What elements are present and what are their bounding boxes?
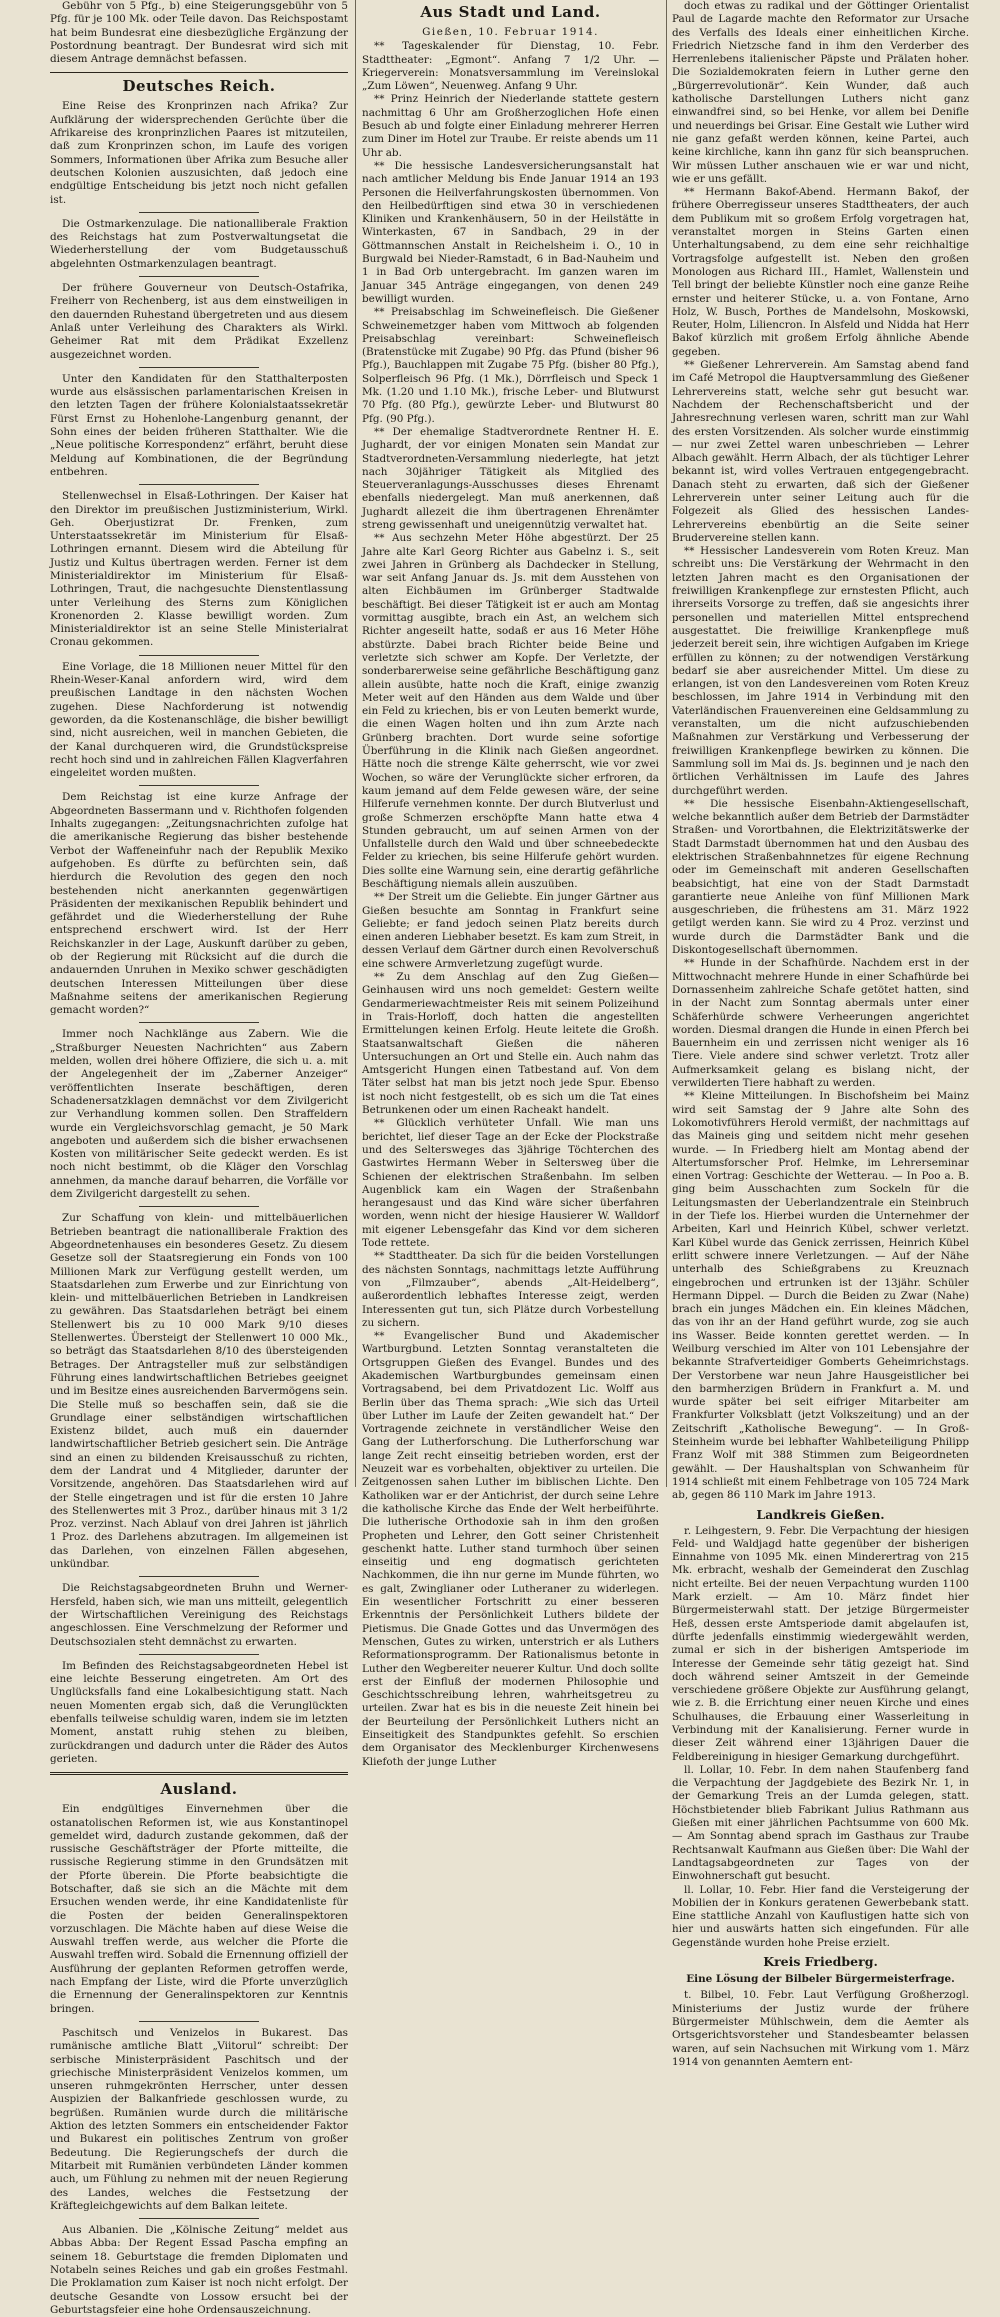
article-paragraph: Eine Reise des Kronprinzen nach Afrika? Zur Aufklärung der widersprechenden Gerüchte über die Afrikareise des kronprinzlichen Paares ist mitzuteilen, daß zum Kronprinzen schon, im Laufe des vorigen Sommers, Informationen über Afrika zum Besuche aller deutschen Kolonien auszusichten, daß jedoch eine endgültige Entscheidung bis jetzt noch nicht gefallen ist. [50, 100, 348, 206]
article-paragraph: ** Kleine Mitteilungen. In Bischofsheim bei Mainz wird seit Samstag der 9 Jahre alte Sohn des Lokomotivführers Herold vermißt, der nachmittags auf das Maineis ging und seitdem nicht mehr gesehen wurde. — In Friedberg hielt am Montag abend der Altertumsforscher Prof. Helmke, im Lehrerseminar einen Vortrag: Geschichte der Wetterau. — In Poo a. B. ging beim Ausschachten zum Sockeln für die Leitungsmasten der Ueberlandzentrale ein Steinbruch in der Tiefe los. Hierbei wurden die Unternehmer der Arbeiten, Karl und Heinrich Kübel, schwer verletzt. Karl Kübel wurde das Genick zerrissen, Heinrich Kübel erlitt schwere innere Verletzungen. — Auf der Nähe unterhalb des Schießgrabens zu Kreuznach eingebrochen und ertrunken ist der 13jähr. Schüler Hermann Dippel. — Durch die Beiden zu Zwar (Nahe) brach ein junges Mädchen ein. Ein kleines Mädchen, das von ihr an der Hand geführt wurde, zog sie auch ins Wasser. Beide konnten gerettet werden. — In Weilburg verschied im Alter von 101 Lebensjahre der bekannte Strafverteidiger Gomberts Geheimrichstags. Der Verstorbene war neun Jahre Hausgeistlicher bei den barmherzigen Brüdern in Frankfurt a. M. und wurde später bei seit eifriger Mitarbeiter am Frankfurter Volksblatt (jetzt Volkszeitung) und an der Zeitschrift „Katholische Bewegung“. — In Groß-Steinheim wurde bei lebhafter Wahlbeteiligung Philipp Franz Wolf mit 388 Stimmen zum Beigeordneten gewählt. — Der Haushaltsplan von Schwanheim für 1914 schließt mit einem Fehlbetrage von 105 724 Mark ab, gegen 86 110 Mark im Jahre 1913. [672, 1090, 969, 1502]
section-rule [50, 1772, 348, 1775]
article-paragraph: Dem Reichstag ist eine kurze Anfrage der Abgeordneten Bassermann und v. Richthofen folgenden Inhalts zugegangen: „Zeitungsnachrichten zufolge hat die amerikanische Regierung das bisher bestehende Verbot der Waffeneinfuhr nach der Republik Mexiko aufgehoben. Es dürfte zu befürchten sein, daß hierdurch die Revolution des gegen den noch bestehenden nicht anerkannten gegenwärtigen Präsidenten der mexikanischen Republik behindert und gefährdet und die Wiederherstellung der Ruhe entsprechend erschwert wird. Ist der Herr Reichskanzler in der Lage, Auskunft darüber zu geben, ob der Regierung mit Rücksicht auf die durch die andauernden Unruhen in Mexiko schwer geschädigten deutschen Interessen Mitteilungen über diese Maßnahme seitens der amerikanischen Regierung gemacht worden?“ [50, 791, 348, 1017]
article-paragraph: Der frühere Gouverneur von Deutsch-Ostafrika, Freiherr von Rechenberg, ist aus dem einstweiligen in den dauernden Ruhestand übergetreten und aus diesem Anlaß unter Verleihung des Charakters als Wirkl. Geheimer Rat mit dem Prädikat Exzellenz ausgezeichnet worden. [50, 282, 348, 361]
article-separator [139, 1654, 258, 1655]
article-separator [139, 2218, 258, 2219]
column-left [50, 0, 348, 2316]
article-paragraph: ** Der Streit um die Geliebte. Ein junger Gärtner aus Gießen besuchte am Sonntag in Frankfurt seine Geliebte; er fand jedoch seinen Platz bereits durch einen anderen Liebhaber besetzt. Es kam zum Streit, in dessen Verlauf dem Gärtner durch einen Revolverschuß eine schwere Armverletzung zugefügt wurde. [362, 891, 659, 970]
article-paragraph: ** Evangelischer Bund und Akademischer Wartburgbund. Letzten Sonntag veranstalteten die Ortsgruppen Gießen des Evangel. Bundes und des Akademischen Wartburgbundes gemeinsam einen Vortragsabend, bei dem Privatdozent Lic. Wolff aus Berlin über das Thema sprach: „Wie sich das Urteil über Luther im Laufe der Zeiten gewandelt hat.“ Der Vortragende zeichnete in verständlicher Weise den Gang der Lutherforschung. Die Lutherforschung war lange Zeit recht einseitig betrieben worden, erst der Neuzeit war es vorbehalten, objektiver zu urteilen. Die Zeitgenossen sahen Luther im biblischen Lichte. Den Katholiken war er der Antichrist, der durch seine Lehre die katholische Kirche das Ende der Welt herbeiführte. Die lutherische Orthodoxie sah in ihm den großen Propheten und Lehrer, den Gott seiner Christenheit geschenkt hatte. Luther stand turmhoch über seinen einseitig und eng dogmatisch gerichteten Nachkommen, die ihn nur gerne im Munde führten, wo es galt, Zwinglianer oder Lutheraner zu widerlegen. Ein wesentlicher Fortschritt zu einer besseren Erkenntnis der Persönlichkeit Luthers bildete der Pietismus. Die Gnade Gottes und das Unvermögen des Menschen, Gutes zu wirken, unterstrich er als Luthers Reformationsprogramm. Der Rationalismus betonte in Luther den Wegbereiter neuerer Kultur. Und doch sollte erst der Einfluß der modernen Philosophie und Geschichtsschreibung lehren, wahrheitsgetreu zu urteilen. Zwar hat es bis in die neueste Zeit hinein bei der Beurteilung der Persönlichkeit Luthers nicht an Einseitigkeit des Standpunktes gefehlt. So erschien dem Organisator des Mecklenburger Kirchenwesens Kliefoth der junge Luther [362, 1330, 659, 1768]
section-title-ausland: Ausland. [160, 1780, 238, 1799]
article-separator [139, 212, 258, 213]
section-title-deutsches-reich: Deutsches Reich. [122, 77, 276, 96]
article-separator [139, 1206, 258, 1207]
article-paragraph: ll. Lollar, 10. Febr. In dem nahen Staufenberg fand die Verpachtung der Jagdgebiete des Bezirk Nr. 1, in der Gemarkung Treis an der Lumda gelegen, statt. Höchstbietender blieb Fabrikant Julius Rathmann aus Gießen mit einer jährlichen Pachtsumme von 600 Mk. — Am Sonntag abend sprach im Gasthaus zur Traube Rechtsanwalt Kaufmann aus Gießen über: Die Wahl der Landtagsabgeordneten zur Tages von der Einwohnerschaft gut besucht. [672, 1763, 969, 1883]
article-paragraph: Zur Schaffung von klein- und mittelbäuerlichen Betrieben beantragt die nationalliberale Fraktion des Abgeordnetenhauses ein besonderes Gesetz. Zu diesem Gesetze soll der Staatsregierung ein Fonds von 100 Millionen Mark zur Verfügung gestellt werden, um Staatsdarlehen zum Erwerbe und zur Einrichtung von klein- und mittelbäuerlichen Betrieben in Landkreisen zu gewähren. Das Staatsdarlehen beträgt bei einem Stellenwert bis zu 10 000 Mark 9/10 dieses Stellenwertes. Übersteigt der Stellenwert 10 000 Mk., so beträgt das Staatsdarlehen 8/10 des übersteigenden Betrages. Der Antragsteller muß zur selbständigen Führung eines landwirtschaftlichen Betriebes geeignet und im Besitze eines ausreichenden Barvermögens sein. Die Stelle muß so beschaffen sein, daß sie die Grundlage einer selbständigen wirtschaftlichen Existenz bildet, auch muß ein dauernder landwirtschaftlicher Betrieb gesichert sein. Die Anträge sind an einen zu bildenden Kreisausschuß zu richten, dem der Landrat und 4 Mitglieder, darunter der Vorsitzende, angehören. Das Staatsdarlehen wird auf der Stelle eingetragen und ist für die ersten 10 Jahre des Stellenwertes mit 3 Proz., darüber hinaus mit 3 1/2 Proz. verzinst. Nach Ablauf von drei Jahren ist jährlich 1 Proz. des Darlehens abzutragen. Im allgemeinen ist das Darlehen, von einzelnen Fällen abgesehen, unkündbar. [50, 1212, 348, 1571]
section-title-stadt-und-land: Aus Stadt und Land. [420, 3, 601, 21]
section-title-kreis-friedberg: Kreis Friedberg. [763, 1954, 878, 1970]
article-paragraph: Immer noch Nachklänge aus Zabern. Wie die „Straßburger Neuesten Nachrichten“ aus Zabern melden, wollen drei höhere Offiziere, die sich u. a. mit der Angelegenheit der im „Zaberner Anzeiger“ veröffentlichten Inserate beschäftigen, deren Schadenersatzklagen demnächst vor dem Zivilgericht zur Verhandlung kommen sollen. Den Straffeldern wurde ein Vergleichsvorschlag gemacht, je 50 Mark angeboten und außerdem sich die bisher erwachsenen Kosten von militärischer Seite gedeckt werden. Es ist noch nicht bestimmt, ob die Kläger den Vorschlag annehmen, da manche darauf beharren, die Vorfälle vor dem Zivilgericht dargestellt zu sehen. [50, 1028, 348, 1201]
article-paragraph: ** Stadttheater. Da sich für die beiden Vorstellungen des nächsten Sonntags, nachmittags letzte Aufführung von „Filmzauber“, abends „Alt-Heidelberg“, außerordentlich lebhaftes Interesse zeigt, werden Interessenten gut tun, sich Plätze durch Vorbestellung zu sichern. [362, 1250, 659, 1329]
article-paragraph: ll. Lollar, 10. Febr. Hier fand die Versteigerung der Mobilien der in Konkurs geratenen Gewerbebank statt. Eine stattliche Anzahl von Kauflustigen hatte sich von hier und auswärts hatten sich eingefunden. Für alle Gegenstände wurden hohe Preise erzielt. [672, 1883, 969, 1949]
article-paragraph: doch etwas zu radikal und der Göttinger Orientalist Paul de Lagarde machte den Reformator zur Ursache des Verfalls des Ideals einer einheitlichen Kirche. Friedrich Nietzsche fand in ihm den Verderber des Herrenlebens italienischer Päpste und Prälaten hoher. Die Sozialdemokraten feiern in Luther gerne den „Bürgerrevolutionär“. Kein Wunder, daß auch katholische Darstellungen Luthers nicht ganz einwandfrei sind, so bei Henke, vor allem bei Denifle und neuerdings bei Grisar. Eine Gestalt wie Luther wird nie ganz gefaßt werden können, keine Partei, auch keine kirchliche, kann ihn ganz für sich beanspruchen. Wir müssen Luther anschauen wie er war und nicht, wie er uns gefällt. [672, 0, 969, 185]
article-paragraph: ** Gießener Lehrerverein. Am Samstag abend fand im Café Metropol die Hauptversammlung des Gießener Lehrervereins statt, welche sehr gut besucht war. Nachdem der Rechenschaftsbericht und der Jahresrechnung verlesen waren, schritt man zur Wahl des ersten Vorsitzenden. Als solcher wurde einstimmig — nur zwei Zettel waren unbeschrieben — Lehrer Albach gewählt. Herrn Albach, der als tüchtiger Lehrer bekannt ist, wird volles Vertrauen entgegengebracht. Danach steht zu erwarten, daß sich der Gießener Lehrerverein unter seiner Leitung auch für die Folgezeit als Glied des hessischen Landes-Lehrervereins ebenbürtig an die Seite seiner Brudervereine stellen kann. [672, 359, 969, 544]
article-paragraph: r. Leihgestern, 9. Febr. Die Verpachtung der hiesigen Feld- und Waldjagd hatte gegenüber der bisherigen Einnahme von 1095 Mk. einen Minderertrag von 215 Mk. erbracht, weshalb der Gemeinderat den Zuschlag nicht erteilte. Bei der neuen Verpachtung wurden 1100 Mark erzielt. — Am 10. März findet hier Bürgermeisterwahl statt. Der jetzige Bürgermeister Heß, dessen erste Amtsperiode damit abgelaufen ist, dürfte jedenfalls einstimmig wiedergewählt werden, zumal er sich in der bisherigen Amtsperiode im Interesse der Gemeinde sehr tätig gezeigt hat. Sind doch während seiner Amtszeit in der Gemeinde verschiedene größere Objekte zur Ausführung gelangt, wie z. B. die Errichtung einer neuen Kirche und eines Schulhauses, die Erbauung einer Wasserleitung in Verbindung mit der Kanalisierung. Ferner wurde in dieser Zeit während einer 13jährigen Dauer die Feldbereinigung in hiesiger Gemarkung durchgeführt. [672, 1524, 969, 1763]
article-list [50, 100, 348, 1766]
article-paragraph: Die Reichstagsabgeordneten Bruhn und Werner-Hersfeld, haben sich, wie man uns mitteilt, gelegentlich der Wirtschaftlichen Vereinigung des Reichstags angeschlossen. Eine Verschmelzung der Reformer und Deutschsozialen steht demnächst zu erwarten. [50, 1582, 348, 1648]
article-paragraph: ** Die hessische Eisenbahn-Aktiengesellschaft, welche bekanntlich außer dem Betrieb der Darmstädter Straßen- und Vorortbahnen, die Elektrizitätswerke der Stadt Darmstadt übernommen hat und den Ausbau des elektrischen Straßenbahnnetzes für eigene Rechnung oder im Gemeinschaft mit anderen Gesellschaften beabsichtigt, hat eine von der Stadt Darmstadt garantierte neue Anleihe von fünf Millionen Mark ausgeschrieben, die frühestens am 31. März 1922 getilgt werden kann. Sie wird zu 4 Proz. verzinst und wurde durch die Darmstädter Bank und die Diskontogesellschaft übernommen. [672, 797, 969, 957]
dateline: Gießen, 10. Februar 1914. [422, 26, 599, 38]
article-paragraph: ** Zu dem Anschlag auf den Zug Gießen—Geinhausen wird uns noch gemeldet: Gestern weilte Gendarmeriewachtmeister Reis mit seinem Polizeihund in Trais-Horloff, doch hatten die angestellten Ermittelungen keinen Erfolg. Heute leitete die Großh. Staatsanwaltschaft Gießen die näheren Untersuchungen an Ort und Stelle ein. Auch nahm das Amtsgericht Hungen einen Tatbestand auf. Von dem Täter selbst hat man bis jetzt noch jede Spur. Ebenso ist noch nicht festgestellt, ob es sich um die Tat eines Betrunkenen oder um einen Racheakt handelt. [362, 971, 659, 1117]
article-separator [139, 785, 258, 786]
article-paragraph: Paschitsch und Venizelos in Bukarest. Das rumänische amtliche Blatt „Viitorul“ schreibt: Der serbische Ministerpräsident Paschitsch und der griechische Ministerpräsident Venizelos kommen, um unseren ruhmgekrönten Herrscher, unter dessen Auspizien der Balkanfriede geschlossen wurde, zu begrüßen. Rumänien wurde durch die militärische Aktion des letzten Sommers ein entscheidender Faktor und Bukarest ein politisches Zentrum von großer Bedeutung. Die Regierungschefs der durch die Mitarbeit mit Rumänien verbündeten Länder kommen auch, um Fühlung zu nehmen mit der neuen Regierung des Landes, welches die Festsetzung der Kräftegleichgewichts auf dem Balkan leitete. [50, 2026, 348, 2212]
article-paragraph: ** Aus sechzehn Meter Höhe abgestürzt. Der 25 Jahre alte Karl Georg Richter aus Gabelnz i. S., seit zwei Jahren in Grünberg als Dachdecker in Stellung, war seit Anfang Januar ds. Js. mit dem Ausstehen von alten Eichbäumen im Grünberger Stadtwalde beschäftigt. Bei dieser Tätigkeit ist er auch am Montag vormittag ausgibte, brach ein Ast, an welchem sich Richter angeseilt hatte, sodaß er aus 16 Meter Höhe abstürzte. Dabei brach Richter beide Beine und verletzte sich schwer am Kopfe. Der Verletzte, der sonderbarerweise seine gefährliche Beschäftigung ganz allein ausübte, hatte noch die Kraft, einige zwanzig Meter weit auf den Händen aus dem Walde und über ein Feld zu kriechen, bis er von Leuten bemerkt wurde, die einen Wagen holten und ihn zum Arzte nach Grünberg brachten. Dort wurde seine sofortige Überführung in die Klinik nach Gießen angeordnet. Hätte noch die strenge Kälte geherrscht, wie vor zwei Wochen, so wäre der Verunglückte sicher erfroren, da kaum jemand auf dem Felde gewesen wäre, der seine Hilferufe vernehmen konnte. Der durch Blutverlust und große Schmerzen erschöpfte Mann hatte etwa 4 Stunden gebraucht, um auf seinen Armen von der Unfallstelle durch den Wald und über schneebedeckte Felder zu kriechen, bis seine Hilferufe gehört wurden. Dies sollte eine Warnung sein, eine derartig gefährliche Beschäftigung niemals allein auszuüben. [362, 532, 659, 890]
article-separator [139, 276, 258, 277]
column-right [672, 0, 970, 2068]
article-list [672, 0, 969, 1503]
article-paragraph: Eine Vorlage, die 18 Millionen neuer Mittel für den Rhein-Weser-Kanal anfordern wird, wird dem preußischen Landtage in den nächsten Wochen zugehen. Diese Nachforderung ist notwendig geworden, da die Kostenanschläge, die bisher bewilligt sind, nicht ausreichen, weil in manchen Gebieten, die der Kanal durchqueren wird, die Grundstückspreise recht hoch sind und in zahlreichen Fällen Klagverfahren eingeleitet worden mußten. [50, 660, 348, 780]
article-separator [139, 1576, 258, 1577]
article-separator [139, 1022, 258, 1023]
article-list [50, 1803, 348, 2317]
article-paragraph: ** Tageskalender für Dienstag, 10. Febr. Stadttheater: „Egmont“. Anfang 7 1/2 Uhr. — Kriegerverein: Monatsversammlung im Vereinslokal „Zum Löwen“, Neuenweg. Anfang 9 Uhr. [362, 40, 659, 93]
article-paragraph: ** Der ehemalige Stadtverordnete Rentner H. E. Jughardt, der vor einigen Monaten sein Mandat zur Stadtverordneten-Versammlung niederlegte, hat jetzt nach 30jähriger Tätigkeit als Mitglied des Steuerveranlagungs-Ausschusses dieses Ehrenamt ebenfalls niedergelegt. Man muß anerkennen, daß Jughardt allezeit die ihm übertragenen Ehrenämter streng gewissenhaft und uneigennützig verwaltet hat. [362, 425, 659, 531]
column-middle [362, 0, 659, 1768]
article-paragraph: Aus Albanien. Die „Kölnische Zeitung“ meldet aus Abbas Abba: Der Regent Essad Pascha empfing an seinem 18. Geburtstage die fremden Diplomaten und Notabeln seines Reiches und gab ein großes Festmahl. Die Proklamation zum Kaiser ist noch nicht erfolgt. Der deutsche Gesandte von Lossow ersucht bei der Geburtstagsfeier eine hohe Ordensauszeichnung. [50, 2224, 348, 2316]
article-paragraph: ** Die hessische Landesversicherungsanstalt hat nach amtlicher Meldung bis Ende Januar 1914 an 193 Personen die Heilverfahrungskosten übernommen. Von den Heilbedürftigen sind etwa 30 in verschiedenen Kliniken und Krankenhäusern, 50 in der Heilstätte in Winterkasten, 67 in Sandbach, 29 in der Göttmannschen Anstalt in Reichelsheim i. O., 10 in Burgwald bei Nieder-Ramstadt, 6 in Bad-Nauheim und 1 in Bad Orb untergebracht. Im ganzen waren im Januar 345 Anträge eingegangen, von denen 249 bewilligt wurden. [362, 159, 659, 305]
article-paragraph: ** Hunde in der Schafhürde. Nachdem erst in der Mittwochnacht mehrere Hunde in einer Schafhürde bei Dornassenheim zahlreiche Schafe getötet hatten, sind in der Nacht zum Sonntag abermals unter einer Schäferhürde schwere Verheerungen angerichtet worden. Diesmal drangen die Hunde in einen Pferch bei Bauernheim ein und zerrissen nicht weniger als 16 Tiere. Viele andere sind schwer verletzt. Trotz aller Aufmerksamkeit gelang es bislang nicht, der verwilderten Tiere habhaft zu werden. [672, 957, 969, 1090]
article-separator [139, 367, 258, 368]
article-paragraph: ** Preisabschlag im Schweinefleisch. Die Gießener Schweinemetzger haben vom Mittwoch ab folgenden Preisabschlag vereinbart: Schweinefleisch (Bratenstücke mit Zugabe) 90 Pfg. das Pfund (bisher 96 Pfg.), Bauchlappen mit Zugabe 75 Pfg. (bisher 80 Pfg.), Solperfleisch 96 Pfg. (1 Mk.), Dörrfleisch und Speck 1 Mk. (1.20 und 1.10 Mk.), frische Leber- und Blutwurst 70 Pfg. (80 Pfg.), gewürzte Leber- und Blutwurst 80 Pfg. (90 Pfg.). [362, 306, 659, 425]
article-paragraph: Unter den Kandidaten für den Statthalterposten wurde aus elsässischen parlamentarischen Kreisen in den letzten Tagen der frühere Kolonialstaatssekretär Fürst Ernst zu Hohenlohe-Langenburg genannt, der Sohn eines der beiden früheren Statthalter. Wie die „Neue politische Korrespondenz“ erfährt, beruht diese Meldung auf Kombinationen, die der Begründung entbehren. [50, 372, 348, 478]
article-paragraph: ** Hermann Bakof-Abend. Hermann Bakof, der frühere Oberregisseur unseres Stadttheaters, der auch dem Publikum mit so großem Erfolg vorgetragen hat, veranstaltet morgen in Steins Garten einen Unterhaltungsabend, zu dem eine sehr reichhaltige Vortragsfolge aufgestellt ist. Neben den großen Monologen aus Richard III., Hamlet, Wallenstein und Tell bringt der beliebte Künstler noch eine ganze Reihe ernster und heiterer Stücke, u. a. von Fontane, Arno Holz, W. Busch, Porthes de Mandelsohn, Moskowski, Reuter, Holm, Liliencron. In Alsfeld und Nidda hat Herr Bakof kürzlich mit großem Erfolg ähnliche Abende gegeben. [672, 186, 969, 358]
article-list [362, 40, 659, 1769]
article-paragraph: Im Befinden des Reichstagsabgeordneten Hebel ist eine leichte Besserung eingetreten. Am Ort des Unglücksfalls fand eine Lokalbesichtigung statt. Nach neuen Momenten ergab sich, daß die Verunglückten ebenfalls teilweise schuldig waren, indem sie im letzten Moment, anstatt ruhig stehen zu bleiben, zurückdrangen und dadurch unter die Räder des Autos gerieten. [50, 1659, 348, 1765]
section-rule [50, 72, 348, 73]
article-list [672, 1525, 969, 1951]
article-paragraph: t. Bilbel, 10. Febr. Laut Verfügung Großherzogl. Ministeriums der Justiz wurde der frühere Bürgermeister Mühlschwein, dem die Aemter als Ortsgerichtsvorsteher und Standesbeamter belassen waren, auf sein Nachsuchen mit Wirkung vom 1. März 1914 von genannten Aemtern ent- [672, 1989, 969, 2068]
article-separator [139, 484, 258, 485]
column-divider [666, 0, 667, 1487]
article-separator [139, 655, 258, 656]
article-paragraph: ** Glücklich verhüteter Unfall. Wie man uns berichtet, lief dieser Tage an der Ecke der Plockstraße und des Seltersweges das 3jährige Töchterchen des Gastwirtes Hermann Weber in Seltersweg über die Schienen der elektrischen Straßenbahn. Im selben Augenblick kam ein Wagen der Straßenbahn herangesaust und das Kind wäre sicher überfahren worden, wenn nicht der hiesige Hausierer W. Walldorf mit eigener Lebensgefahr das Kind vor dem sicheren Tode rettete. [362, 1117, 659, 1250]
column-divider [355, 0, 356, 1487]
article-paragraph: Ein endgültiges Einvernehmen über die ostanatolischen Reformen ist, wie aus Konstantinopel gemeldet wird, dadurch zustande gekommen, daß der russische Geschäftsträger der Pforte mitteilte, die russische Regierung stimme in den Grundsätzen mit der Pforte überein. Die Pforte beabsichtigte die Botschafter, daß sie sich an die Mächte mit dem Ersuchen wenden werde, ihr eine Kandidatenliste für die Posten der beiden Generalinspektoren vorzuschlagen. Die Mächte haben auf diese Weise die Auswahl treffen werde, aus welcher die Pforte die Auswahl treffen wird. Sobald die Ernennung offiziell der Ausführung der geplanten Reformen getroffen werde, nach Empfang der Liste, wird die Pforte unverzüglich die Ernennung der Generalinspektoren zur Kenntnis bringen. [50, 1803, 348, 2015]
article-separator [139, 2021, 258, 2022]
article-paragraph: ** Prinz Heinrich der Niederlande stattete gestern nachmittag 6 Uhr am Großherzoglichen Hofe einen Besuch ab und folgte einer Einladung mehrerer Herren zum Diner im Hotel zur Traube. Er reiste abends um 11 Uhr ab. [362, 93, 659, 159]
intro-paragraph: Gebühr von 5 Pfg., b) eine Steigerungsgebühr von 5 Pfg. für je 100 Mk. oder Teile davon. Das Reichspostamt hat beim Bundesrat eine diesbezügliche Ergänzung der Postordnung beantragt. Der Bundesrat wird sich mit diesem Antrage demnächst befassen. [50, 0, 348, 66]
article-paragraph: Die Ostmarkenzulage. Die nationalliberale Fraktion des Reichstags hat zum Postverwaltungsetat die Wiederherstellung der vom Budgetausschuß abgelehnten Ostmarkenzulagen beantragt. [50, 217, 348, 270]
article-headline: Eine Lösung der Bilbeler Bürgermeisterfrage. [686, 1973, 955, 1986]
article-paragraph: Stellenwechsel in Elsaß-Lothringen. Der Kaiser hat den Direktor im preußischen Justizministerium, Wirkl. Geh. Oberjustizrat Dr. Frenken, zum Unterstaatssekretär im Ministerium für Elsaß-Lothringen ernannt. Diesem wird die Abteilung für Justiz und Kultus übertragen werden. Ferner ist dem Ministerialdirektor im Ministerium für Elsaß-Lothringen, Traut, die nachgesuchte Dienstentlassung unter Verleihung des Sterns zum Königlichen Kronenorden 2. Klasse bewilligt worden. Zum Ministerialdirektor ist an seine Stelle Ministerialrat Cronau gekommen. [50, 490, 348, 649]
article-list [672, 1989, 969, 2069]
section-title-landkreis-giessen: Landkreis Gießen. [756, 1506, 885, 1522]
article-paragraph: ** Hessischer Landesverein vom Roten Kreuz. Man schreibt uns: Die Verstärkung der Wehrmacht in den letzten Jahren macht es den Organisationen der freiwilligen Krankenpflege zur ernstesten Pflicht, auch ihrerseits Vorsorge zu treffen, daß sie angesichts ihrer personellen und materiellen Mittel entsprechend ausgestattet. Die freiwillige Krankenpflege muß jederzeit bereit sein, ihre wichtigen Aufgaben im Kriege erfüllen zu können; zu der notwendigen Verstärkung bedarf sie aber ausreichender Mittel. Um diese zu erlangen, ist von den Landesvereinen vom Roten Kreuz beschlossen, im Jahre 1914 in Verbindung mit den Vaterländischen Frauenvereinen eine Geldsammlung zu veranstalten, um die nicht aufzuschiebenden Maßnahmen zur Verstärkung und Verbesserung der freiwilligen Krankenpflege bewirken zu können. Die Sammlung soll im Mai ds. Js. beginnen und je nach den örtlichen Verhältnissen im Laufe des Jahres durchgeführt werden. [672, 545, 970, 797]
